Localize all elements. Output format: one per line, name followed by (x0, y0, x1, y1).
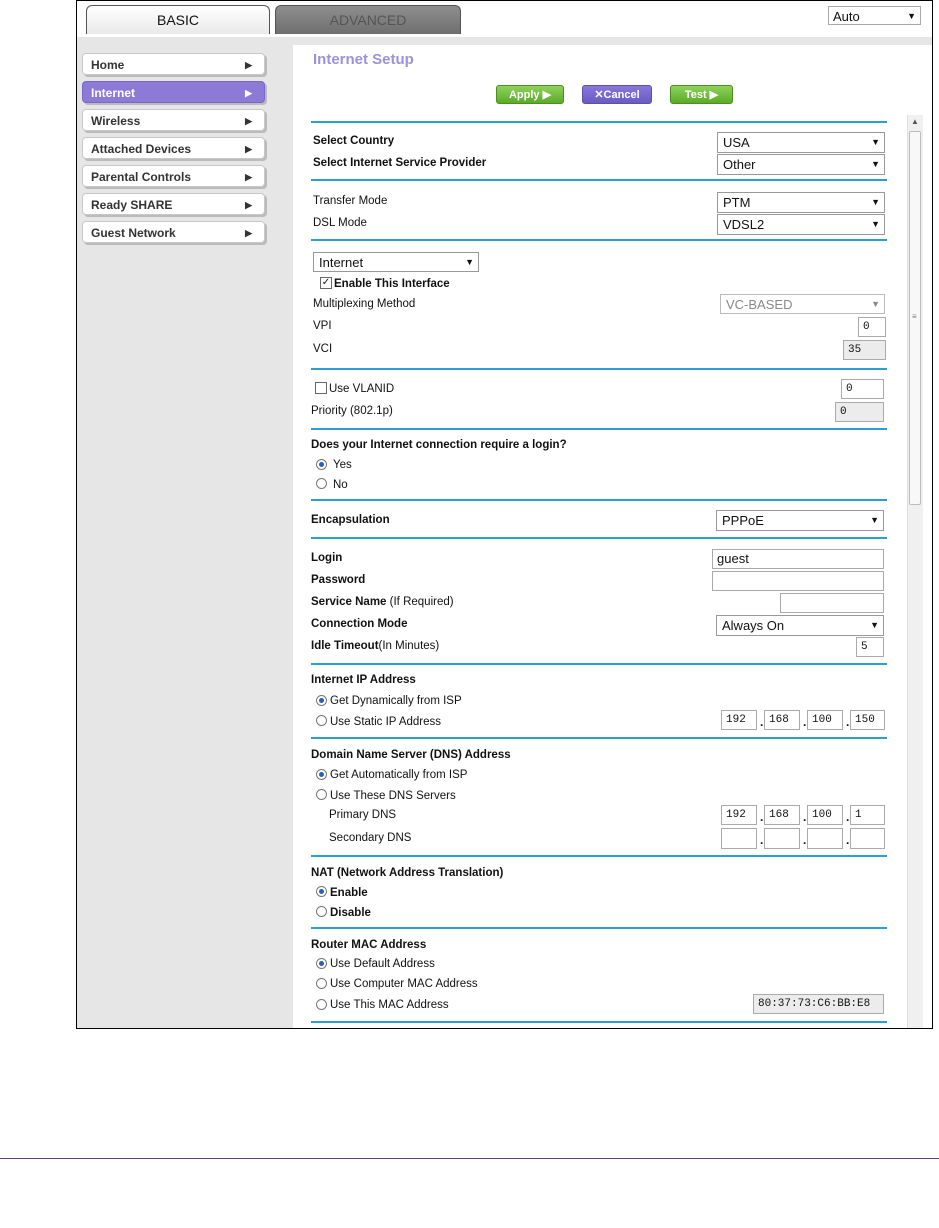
sidebar-item-label: Internet (91, 86, 136, 100)
chevron-down-icon: ▼ (870, 620, 879, 630)
enable-interface-label: Enable This Interface (334, 278, 450, 290)
dsl-mode-select[interactable] (717, 214, 885, 235)
secondary-dns-octet-2[interactable] (764, 828, 800, 849)
nat-heading: NAT (Network Address Translation) (311, 867, 504, 879)
dsl-mode-label: DSL Mode (313, 217, 367, 229)
main-content (293, 45, 932, 1028)
sidebar-item-label: Attached Devices (91, 142, 192, 156)
encapsulation-label: Encapsulation (311, 514, 390, 526)
primary-dns-octet-1[interactable]: 192 (721, 805, 757, 825)
section-divider (311, 179, 887, 181)
encapsulation-select[interactable] (716, 510, 884, 531)
mac-heading: Router MAC Address (311, 939, 427, 951)
isp-value: Other (723, 157, 756, 172)
sidebar-item-label: Guest Network (91, 226, 176, 240)
mac-computer-label: Use Computer MAC Address (330, 978, 478, 990)
sidebar-item-label: Wireless (91, 114, 141, 128)
ip-dot: . (803, 715, 807, 729)
connection-mode-select[interactable] (716, 615, 884, 636)
country-select[interactable] (717, 132, 885, 153)
sidebar-item-parental-controls[interactable] (82, 165, 265, 187)
sidebar-item-label: Ready SHARE (91, 198, 173, 212)
sidebar-item-wireless[interactable] (82, 109, 265, 131)
vci-input[interactable]: 35 (843, 340, 886, 360)
caret-right-icon: ▶ (245, 60, 252, 70)
nat-disable-radio[interactable] (316, 906, 327, 917)
service-name-text: Service Name (311, 596, 387, 608)
dns-manual-label: Use These DNS Servers (330, 790, 456, 802)
priority-input[interactable]: 0 (835, 402, 884, 422)
chevron-down-icon: ▼ (871, 299, 880, 309)
section-divider (311, 855, 887, 857)
login-no-radio[interactable] (316, 478, 327, 489)
dns-heading: Domain Name Server (DNS) Address (311, 749, 511, 761)
country-label: Select Country (313, 135, 395, 147)
ip-dot: . (760, 810, 764, 824)
footer-divider (0, 1158, 939, 1159)
vci-label: VCI (313, 343, 333, 355)
secondary-dns-octet-1[interactable] (721, 828, 757, 849)
interface-value: Internet (319, 255, 364, 270)
ip-heading: Internet IP Address (311, 674, 416, 686)
transfer-mode-label: Transfer Mode (313, 195, 388, 207)
service-name-hint: (If Required) (389, 596, 454, 608)
secondary-dns-octet-3[interactable] (807, 828, 843, 849)
sidebar (82, 53, 265, 249)
sidebar-item-label: Home (91, 58, 125, 72)
sidebar-item-attached-devices[interactable] (82, 137, 265, 159)
caret-right-icon: ▶ (245, 228, 252, 238)
dsl-mode-value: VDSL2 (723, 217, 765, 232)
primary-dns-octet-3[interactable]: 100 (807, 805, 843, 825)
login-no-label: No (333, 479, 348, 491)
section-divider (311, 239, 887, 241)
multiplexing-value: VC-BASED (726, 297, 793, 312)
secondary-dns-label: Secondary DNS (329, 832, 412, 844)
ip-dot: . (760, 715, 764, 729)
multiplexing-select[interactable] (720, 294, 885, 314)
dns-manual-radio[interactable] (316, 789, 327, 800)
tab-advanced[interactable]: ADVANCED (275, 5, 461, 34)
grip-icon: ≡ (912, 312, 917, 321)
primary-dns-octet-2[interactable]: 168 (764, 805, 800, 825)
caret-right-icon: ▶ (245, 200, 252, 210)
idle-timeout-input[interactable]: 5 (856, 637, 884, 657)
language-value: Auto (833, 9, 860, 24)
chevron-down-icon: ▼ (870, 515, 879, 525)
nat-enable-radio[interactable] (316, 886, 327, 897)
caret-right-icon: ▶ (245, 116, 252, 126)
interface-select[interactable] (313, 252, 479, 272)
section-divider (311, 368, 887, 370)
ip-octet-4[interactable]: 150 (850, 710, 885, 730)
ip-dot: . (803, 810, 807, 824)
nat-disable-label: Disable (330, 907, 371, 919)
tab-bar (77, 1, 932, 37)
priority-label: Priority (802.1p) (311, 405, 393, 417)
isp-select[interactable] (717, 154, 885, 175)
idle-timeout-hint: (In Minutes) (378, 640, 440, 652)
idle-timeout-label (311, 640, 439, 652)
sidebar-item-label: Parental Controls (91, 170, 192, 184)
dns-auto-label: Get Automatically from ISP (330, 769, 468, 781)
enable-interface-checkbox[interactable]: ✓ (321, 277, 331, 288)
ip-dot: . (846, 715, 850, 729)
language-select[interactable] (828, 6, 921, 25)
password-field[interactable] (712, 571, 884, 591)
ip-dot: . (846, 833, 850, 847)
sidebar-item-readyshare[interactable] (82, 193, 265, 215)
ip-octet-1[interactable]: 192 (721, 710, 757, 730)
apply-button[interactable]: Apply ▶ (496, 85, 564, 104)
vpi-input[interactable]: 0 (858, 317, 886, 337)
mac-computer-radio[interactable] (316, 978, 327, 989)
mac-default-label: Use Default Address (330, 958, 435, 970)
ip-dot: . (846, 810, 850, 824)
caret-right-icon: ▶ (245, 144, 252, 154)
vlan-input[interactable]: 0 (841, 379, 884, 399)
ip-octet-3[interactable]: 100 (807, 710, 843, 730)
idle-timeout-text: Idle Timeout (311, 640, 379, 652)
ip-static-label: Use Static IP Address (330, 716, 442, 728)
chevron-down-icon: ▼ (871, 159, 880, 169)
mac-this-label: Use This MAC Address (330, 999, 449, 1011)
isp-label: Select Internet Service Provider (313, 157, 487, 169)
connection-mode-label: Connection Mode (311, 618, 408, 630)
section-divider (311, 737, 887, 739)
router-admin-window (76, 0, 933, 1029)
mac-address-input[interactable]: 80:37:73:C6:BB:E8 (753, 994, 884, 1014)
secondary-dns-octet-4[interactable] (850, 828, 885, 849)
mac-default-radio[interactable] (316, 958, 327, 969)
scroll-up-icon[interactable]: ▲ (911, 117, 919, 126)
chevron-down-icon: ▼ (465, 257, 474, 267)
service-name-input[interactable] (780, 593, 884, 613)
login-yes-label: Yes (333, 459, 352, 471)
password-label: Password (311, 574, 366, 586)
vpi-label: VPI (313, 320, 332, 332)
login-yes-radio[interactable] (316, 459, 327, 470)
sidebar-item-internet[interactable] (82, 81, 265, 103)
ip-dot: . (760, 833, 764, 847)
section-divider (311, 121, 887, 123)
ip-dynamic-label: Get Dynamically from ISP (330, 695, 462, 707)
caret-right-icon: ▶ (245, 172, 252, 182)
ip-octet-2[interactable]: 168 (764, 710, 800, 730)
ip-dot: . (803, 833, 807, 847)
chevron-down-icon: ▼ (871, 197, 880, 207)
section-divider (311, 428, 887, 430)
section-divider (311, 1021, 887, 1023)
caret-right-icon: ▶ (245, 88, 252, 98)
encapsulation-value: PPPoE (722, 513, 764, 528)
vlan-label: Use VLANID (329, 383, 395, 395)
page-title: Internet Setup (313, 51, 414, 68)
section-divider (311, 537, 887, 539)
section-divider (311, 663, 887, 665)
chevron-down-icon: ▼ (907, 11, 916, 21)
tab-basic[interactable]: BASIC (86, 5, 270, 34)
scrollbar[interactable] (907, 115, 923, 1028)
primary-dns-label: Primary DNS (329, 809, 397, 821)
country-value: USA (723, 135, 750, 150)
cancel-button[interactable]: ✕Cancel (582, 85, 652, 104)
login-label: Login (311, 552, 343, 564)
test-button[interactable]: Test ▶ (670, 85, 733, 104)
mac-this-radio[interactable] (316, 999, 327, 1010)
sidebar-item-home[interactable] (82, 53, 265, 75)
vlan-checkbox[interactable] (315, 382, 327, 394)
service-name-label (311, 596, 454, 608)
ip-static-radio[interactable] (316, 715, 327, 726)
section-divider (311, 927, 887, 929)
ip-dynamic-radio[interactable] (316, 695, 327, 706)
scrollbar-thumb[interactable] (909, 131, 921, 505)
connection-mode-value: Always On (722, 618, 785, 633)
dns-auto-radio[interactable] (316, 769, 327, 780)
login-input[interactable]: guest (712, 549, 884, 569)
transfer-mode-value: PTM (723, 195, 751, 210)
multiplexing-label: Multiplexing Method (313, 298, 416, 310)
section-divider (311, 499, 887, 501)
chevron-down-icon: ▼ (871, 137, 880, 147)
primary-dns-octet-4[interactable]: 1 (850, 805, 885, 825)
transfer-mode-select[interactable] (717, 192, 885, 213)
nat-enable-label: Enable (330, 887, 368, 899)
chevron-down-icon: ▼ (871, 219, 880, 229)
login-required-question: Does your Internet connection require a login? (311, 439, 567, 451)
sidebar-item-guest-network[interactable] (82, 221, 265, 243)
